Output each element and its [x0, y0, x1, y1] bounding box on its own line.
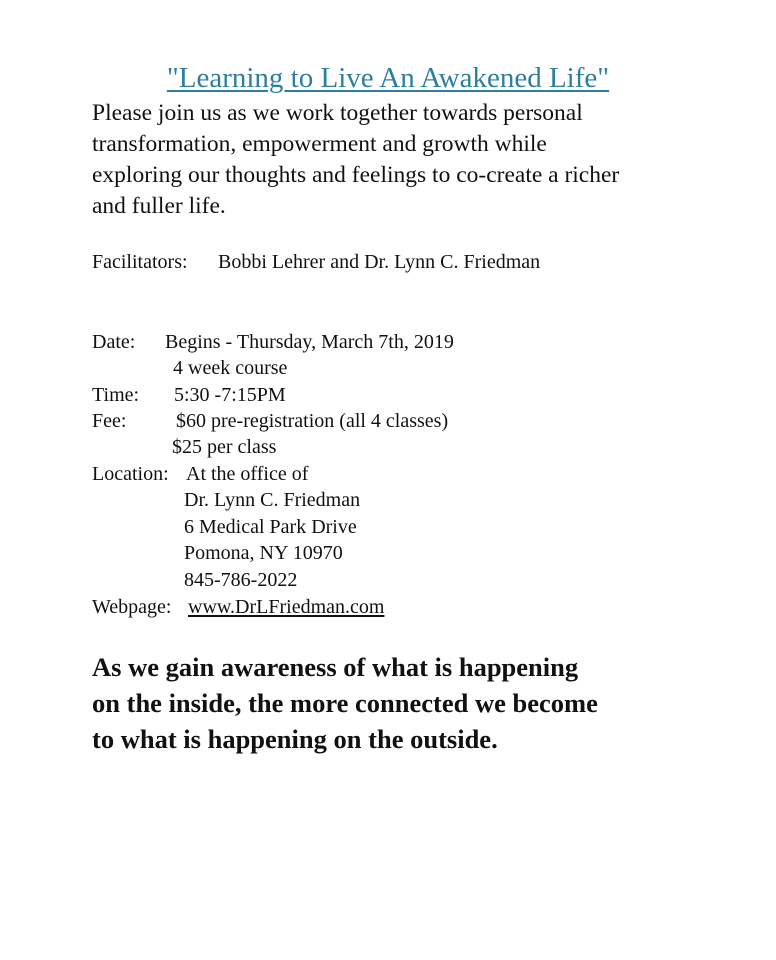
- location-line: Dr. Lynn C. Friedman: [184, 489, 361, 511]
- closing-statement: [92, 649, 752, 757]
- facilitators-label: Facilitators:: [92, 251, 188, 273]
- facilitators-value: Bobbi Lehrer and Dr. Lynn C. Friedman: [218, 251, 541, 273]
- time-label: Time:: [92, 384, 140, 406]
- date-value: Begins - Thursday, March 7th, 2019: [165, 331, 454, 353]
- location-line: Pomona, NY 10970: [184, 542, 343, 564]
- time-value: 5:30 -7:15PM: [174, 384, 286, 406]
- intro-paragraph: [92, 98, 712, 222]
- webpage-label: Webpage:: [92, 596, 172, 618]
- location-label: Location:: [92, 463, 169, 485]
- location-line: 845-786-2022: [184, 569, 298, 591]
- intro-line: Please join us as we work together towards personal: [92, 100, 583, 126]
- intro-line: and fuller life.: [92, 193, 226, 219]
- fee-value-2: $25 per class: [172, 436, 277, 458]
- fee-label: Fee:: [92, 410, 127, 432]
- webpage-link[interactable]: www.DrLFriedman.com: [188, 596, 385, 618]
- intro-line: exploring our thoughts and feelings to co-create a richer: [92, 162, 620, 188]
- closing-line: to what is happening on the outside.: [92, 724, 498, 754]
- closing-line: As we gain awareness of what is happening: [92, 652, 579, 682]
- intro-line: transformation, empowerment and growth while: [92, 131, 547, 157]
- date-note: 4 week course: [173, 357, 288, 379]
- location-value: At the office of: [186, 463, 309, 485]
- fee-value: $60 pre-registration (all 4 classes): [176, 410, 449, 432]
- closing-line: on the inside, the more connected we become: [92, 688, 598, 718]
- flyer-title: "Learning to Live An Awakened Life": [166, 62, 610, 94]
- location-line: 6 Medical Park Drive: [184, 516, 357, 538]
- date-label: Date:: [92, 331, 136, 353]
